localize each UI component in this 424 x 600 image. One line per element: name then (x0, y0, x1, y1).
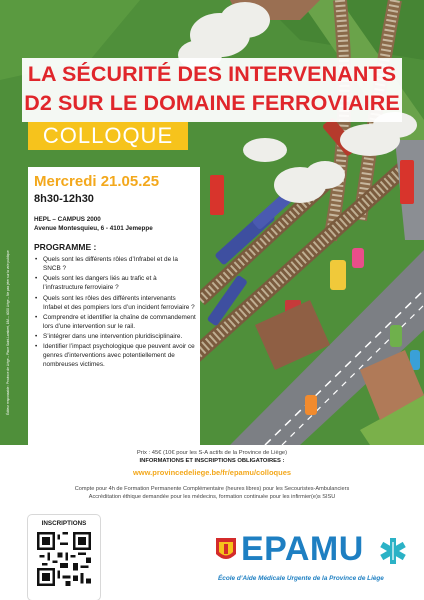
programme-item-text: S’intégrer dans une intervention pluridisciplinaire. (43, 333, 183, 341)
vertical-note-text: Éditeur responsable : Province de Liège – Place Saint-Lambert, 18A – 4000 Liège – Ne pas jeter sur la voie publique (6, 250, 10, 415)
programme-item-text: Quels sont les différents rôles d’Infrabel et de la SNCB ? (43, 256, 178, 272)
event-date: Mercredi 21.05.25 (34, 173, 160, 190)
programme-item (34, 313, 196, 331)
title-banner (22, 58, 402, 122)
registration-section (0, 445, 424, 600)
inscriptions-label: INSCRIPTIONS (41, 520, 87, 527)
bullet-icon: • (35, 333, 38, 341)
colloque-tag: COLLOQUE (28, 122, 188, 150)
bullet-icon: • (35, 313, 38, 321)
accreditation-note-2: Accréditation éthique demandée pour les médecins, formation continuée pour les infirmier(e)s SISU (88, 494, 336, 500)
accreditation-note-1: Compte pour 4h de Formation Permanente Complémentaire (heures libres) pour les Secouristes-Ambulanciers (74, 486, 350, 492)
bullet-icon: • (35, 275, 38, 283)
venue-line-1: HEPL – CAMPUS 2000 (34, 216, 101, 223)
event-venue (34, 215, 153, 233)
programme-title: PROGRAMME : (34, 242, 97, 252)
logo-subtitle: École d’Aide Médicale Urgente de la Province de Liège (218, 575, 384, 582)
programme-item-text: Quels sont les dangers liés au trafic et à l’infrastructure ferroviaire ? (43, 275, 157, 292)
qr-code-icon[interactable] (37, 532, 91, 586)
venue-line-2: Avenue Montesquieu, 6 - 4101 Jemeppe (34, 225, 153, 232)
programme-list (34, 255, 196, 371)
bullet-icon: • (35, 256, 38, 263)
title-line-2: D2 SUR LE DOMAINE FERROVIAIRE (24, 91, 400, 115)
programme-item (34, 255, 196, 273)
registration-info: INFORMATIONS ET INSCRIPTIONS OBLIGATOIRES : (139, 458, 285, 464)
logo-word: EPAMU (241, 530, 364, 568)
title-line-1: LA SÉCURITÉ DES INTERVENANTS (27, 62, 397, 86)
vertical-note (6, 175, 16, 415)
programme-item-text: Identifier l’impact psychologique que peuvent avoir ce genres d’interventions avec potentiellement de nombreuses victimes. (43, 343, 195, 369)
inscriptions-box (28, 515, 100, 600)
programme-item (34, 294, 196, 312)
event-info-panel (28, 167, 200, 445)
price-text: Prix : 45€ (10€ pour les S-A actifs de la Province de Liège) (136, 450, 288, 456)
programme-item (34, 342, 196, 369)
programme-item-text: Quels sont les rôles des différents intervenants Infabel et des pompiers lors d’un incident ferroviaire ? (43, 294, 195, 311)
province-emblem-icon (214, 536, 238, 566)
epamu-logo (210, 530, 410, 588)
programme-item-text: Comprendre et identifier la chaîne de commandement lors d’une intervention sur le rail. (43, 313, 196, 330)
registration-link[interactable]: www.provincedeliege.be/fr/epamu/colloques (132, 468, 292, 477)
bullet-icon: • (35, 294, 38, 302)
programme-item (34, 332, 196, 341)
star-of-life-icon (380, 536, 406, 566)
bullet-icon: • (35, 343, 38, 351)
programme-item (34, 274, 196, 292)
event-time: 8h30-12h30 (34, 193, 94, 205)
